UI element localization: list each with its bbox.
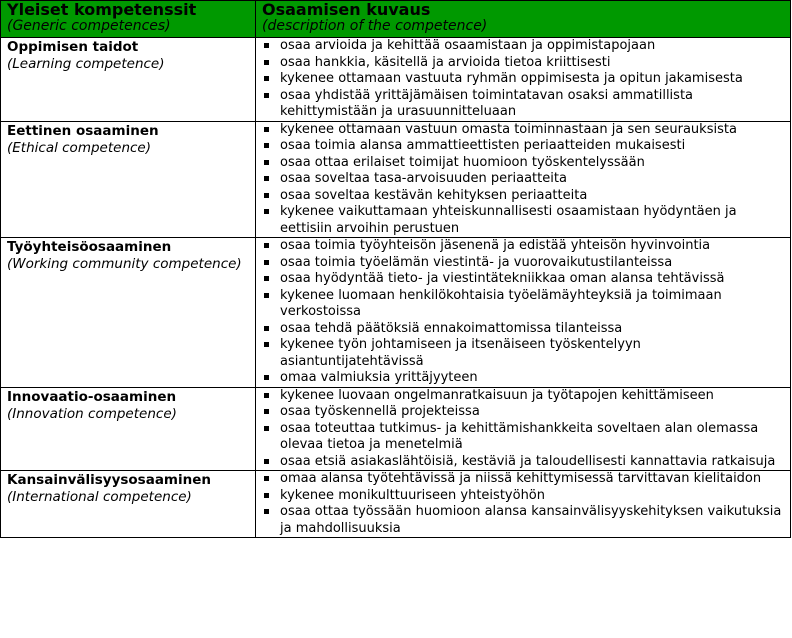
competence-description-cell [256,38,791,122]
header-col1-title: Yleiset kompetenssit [7,0,197,19]
list-item: omaa alansa työtehtävissä ja niissä kehittymisessä tarvittavan kielitaidon [262,471,784,488]
list-item: kykenee vaikuttamaan yhteiskunnallisesti osaamistaan hyödyntäen ja eettisiin arvoihin perustuen [262,204,784,237]
list-item: kykenee ottamaan vastuun omasta toiminnastaan ja sen seurauksista [262,122,784,139]
description-list [262,122,784,238]
header-row [1,1,791,38]
list-item: omaa valmiuksia yrittäjyyteen [262,370,784,387]
competence-english-name: (Innovation competence) [7,405,177,422]
competence-english-name: (Learning competence) [7,56,165,72]
table-row [1,387,791,471]
list-item: kykenee työn johtamiseen ja itsenäiseen työskentelyyn asiantuntijatehtävissä [262,337,784,370]
description-list [262,471,784,537]
list-item: osaa toimia työelämän viestintä- ja vuorovaikutustilanteissa [262,255,784,272]
competence-description-cell [256,387,791,471]
competence-description-cell [256,471,791,538]
list-item: kykenee luomaan henkilökohtaisia työelämäyhteyksiä ja toimimaan verkostoissa [262,288,784,321]
header-col2-subtitle: (description of the competence) [262,18,488,34]
table-row [1,238,791,388]
description-list [262,38,784,121]
competence-english-name: (International competence) [7,489,192,505]
list-item: osaa yhdistää yrittäjämäisen toimintatavan osaksi ammatillista kehittymistään ja urasuunnitteluaan [262,88,784,121]
competence-title: Oppimisen taidot [7,39,139,55]
list-item: osaa toimia työyhteisön jäsenenä ja edistää yhteisön hyvinvointia [262,238,784,255]
list-item: osaa ottaa työssään huomioon alansa kansainvälisyyskehityksen vaikutuksia ja mahdollisuuksia [262,504,784,537]
header-col2-title: Osaamisen kuvaus [262,0,431,19]
table-row [1,38,791,122]
competence-category-cell [1,38,256,122]
header-competence-description [256,1,791,38]
list-item: osaa ottaa erilaiset toimijat huomioon työskentelyssään [262,155,784,172]
table-row [1,121,791,238]
description-list [262,388,784,471]
competence-category-cell [1,238,256,388]
list-item: osaa toimia alansa ammattieettisten periaatteiden mukaisesti [262,138,784,155]
table-row [1,471,791,538]
competence-english-name: (Working community competence) [7,256,242,272]
list-item: kykenee luovaan ongelmanratkaisuun ja työtapojen kehittämiseen [262,388,784,405]
list-item: osaa etsiä asiakaslähtöisiä, kestäviä ja taloudellisesti kannattavia ratkaisuja [262,454,784,471]
list-item: osaa soveltaa kestävän kehityksen periaatteita [262,188,784,205]
list-item: osaa arvioida ja kehittää osaamistaan ja oppimistapojaan [262,38,784,55]
competence-english-name: (Ethical competence) [7,139,151,156]
list-item: kykenee monikulttuuriseen yhteistyöhön [262,488,784,505]
list-item: osaa soveltaa tasa-arvoisuuden periaatteita [262,171,784,188]
header-col1-subtitle: (Generic competences) [7,18,171,34]
competence-title: Työyhteisöosaaminen [7,239,172,255]
list-item: osaa työskennellä projekteissa [262,404,784,421]
competence-category-cell [1,387,256,471]
list-item: osaa hyödyntää tieto- ja viestintätekniikkaa oman alansa tehtävissä [262,271,784,288]
list-item: kykenee ottamaan vastuuta ryhmän oppimisesta ja opitun jakamisesta [262,71,784,88]
list-item: osaa hankkia, käsitellä ja arvioida tietoa kriittisesti [262,55,784,72]
header-generic-competences [1,1,256,38]
competence-category-cell [1,471,256,538]
competence-title: Eettinen osaaminen [7,122,159,139]
competence-description-cell [256,238,791,388]
competence-description-cell [256,121,791,238]
competence-title: Kansainvälisyysosaaminen [7,472,212,488]
competence-title: Innovaatio-osaaminen [7,388,177,405]
table-body [1,38,791,538]
list-item: osaa toteuttaa tutkimus- ja kehittämishankkeita soveltaen alan olemassa olevaa tietoa ja menetelmiä [262,421,784,454]
description-list [262,238,784,387]
list-item: osaa tehdä päätöksiä ennakoimattomissa tilanteissa [262,321,784,338]
competence-category-cell [1,121,256,238]
